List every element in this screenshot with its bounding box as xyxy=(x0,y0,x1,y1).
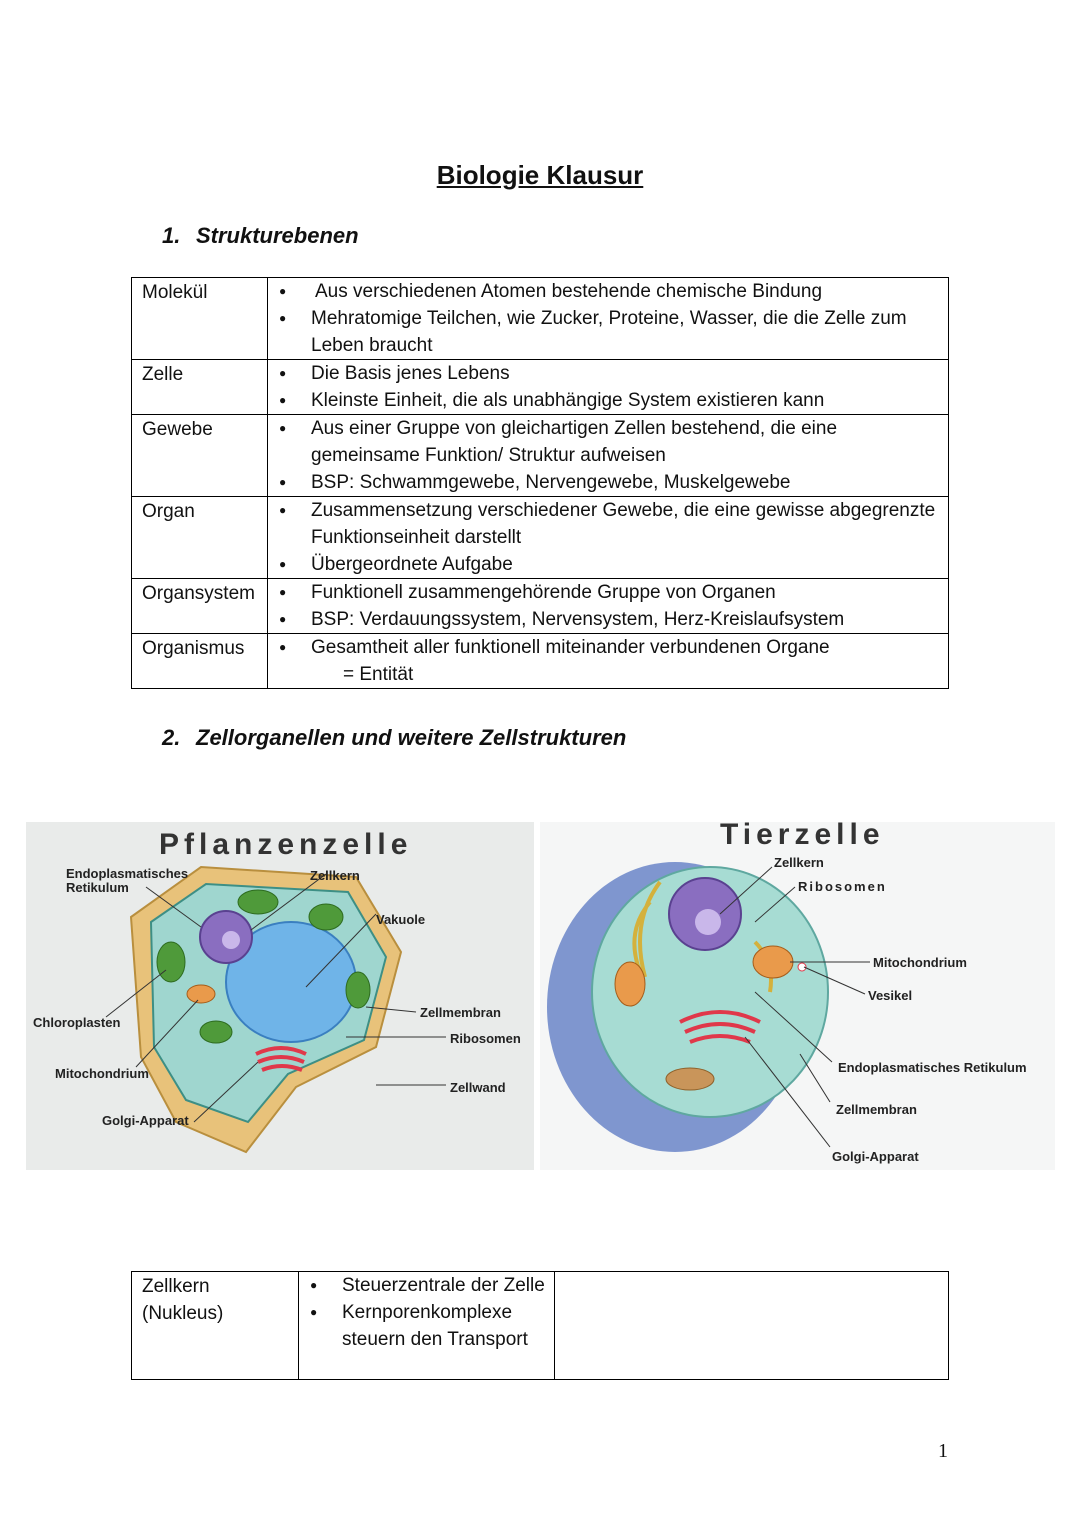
term-cell: Gewebe xyxy=(132,415,268,497)
animal-cell-illustration xyxy=(540,822,1055,1170)
plant-cell-figure xyxy=(26,822,534,1170)
label-golgi: Golgi-Apparat xyxy=(832,1149,919,1164)
animal-cell-title: Tierzelle xyxy=(720,818,885,851)
chloroplast xyxy=(157,942,185,982)
chloroplast xyxy=(346,972,370,1008)
mitochondrion xyxy=(187,985,215,1003)
mitochondrion xyxy=(753,946,793,978)
bullet-point: ● Gesamtheit aller funktionell miteinander verbundenen Organe xyxy=(311,634,948,661)
label-chloroplasts: Chloroplasten xyxy=(33,1015,121,1030)
bullet-point: ● Übergeordnete Aufgabe xyxy=(311,551,948,578)
section-number: 2. xyxy=(162,725,181,750)
empty-cell xyxy=(555,1272,949,1380)
label-nucleus: Zellkern xyxy=(774,855,824,870)
bullet-point: ● Kernporenkomplexe steuern den Transport xyxy=(342,1299,554,1353)
table-row xyxy=(132,579,949,634)
table-row xyxy=(132,634,949,689)
mitochondrion xyxy=(666,1068,714,1090)
bullet-point: ● Aus einer Gruppe von gleichartigen Zellen bestehend, die eine gemeinsame Funktion/ Struktur aufweisen xyxy=(311,415,948,469)
section-number: 1. xyxy=(162,223,181,248)
entity-note: = Entität xyxy=(343,664,414,685)
label-ribosomes: Ribosomen xyxy=(450,1031,521,1046)
table-row xyxy=(132,278,949,360)
definition-cell xyxy=(268,415,949,497)
label-golgi: Golgi-Apparat xyxy=(102,1113,189,1128)
term-cell: Zellkern (Nukleus) xyxy=(132,1272,299,1380)
chloroplast xyxy=(309,904,343,930)
bullet-point: ● Funktionell zusammengehörende Gruppe von Organen xyxy=(311,579,948,606)
label-membrane: Zellmembran xyxy=(420,1005,501,1020)
page-number: 1 xyxy=(938,1440,948,1462)
label-mitochondrion: Mitochondrium xyxy=(873,955,967,970)
definition-cell xyxy=(268,278,949,360)
animal-cell-figure xyxy=(540,818,1055,1170)
bullet-point: ● BSP: Verdauungssystem, Nervensystem, Herz-Kreislaufsystem xyxy=(311,606,948,633)
mitochondrion xyxy=(615,962,645,1006)
document-title: Biologie Klausur xyxy=(436,160,644,190)
section-title: Zellorganellen und weitere Zellstrukturen xyxy=(196,725,627,750)
label-er: Endoplasmatisches Retikulum xyxy=(66,866,189,895)
bullet-point: ● Steuerzentrale der Zelle xyxy=(342,1272,554,1299)
definition-cell xyxy=(268,497,949,579)
label-nucleus: Zellkern xyxy=(310,868,360,883)
term-cell: Organismus xyxy=(132,634,268,689)
definition-cell xyxy=(268,579,949,634)
definition-cell xyxy=(268,360,949,415)
bullet-point: ● Zusammensetzung verschiedener Gewebe, die eine gewisse abgegrenzte Funktionseinheit darstellt xyxy=(311,497,948,551)
bullet-point: ● Die Basis jenes Lebens xyxy=(311,360,948,387)
bullet-point: ● Mehratomige Teilchen, wie Zucker, Proteine, Wasser, die die Zelle zum Leben braucht xyxy=(311,305,948,359)
definition-cell xyxy=(299,1272,555,1380)
section-title: Strukturebenen xyxy=(196,223,359,248)
organelle-table xyxy=(131,1271,949,1380)
label-membrane: Zellmembran xyxy=(836,1102,917,1117)
nucleolus xyxy=(222,931,240,949)
bullet-point: ● Kleinste Einheit, die als unabhängige System existieren kann xyxy=(311,387,948,414)
table-row xyxy=(132,497,949,579)
label-vacuole: Vakuole xyxy=(376,912,426,927)
term-cell: Zelle xyxy=(132,360,268,415)
label-ribosomes: Ribosomen xyxy=(798,879,887,894)
bullet-point: ● BSP: Schwammgewebe, Nervengewebe, Muskelgewebe xyxy=(311,469,948,496)
chloroplast xyxy=(238,890,278,914)
section-heading-organelles xyxy=(162,725,626,751)
definition-cell xyxy=(268,634,949,689)
chloroplast xyxy=(200,1021,232,1043)
plant-cell-title: Pflanzenzelle xyxy=(159,828,413,861)
label-cell-wall: Zellwand xyxy=(450,1080,506,1095)
label-mitochondrion: Mitochondrium xyxy=(55,1066,149,1081)
label-vesicle: Vesikel xyxy=(868,988,913,1003)
term-cell: Organ xyxy=(132,497,268,579)
bullet-point: ● Aus verschiedenen Atomen bestehende chemische Bindung xyxy=(311,278,948,305)
term-cell: Molekül xyxy=(132,278,268,360)
nucleolus xyxy=(695,909,721,935)
term-cell: Organsystem xyxy=(132,579,268,634)
section-heading-structure-levels xyxy=(162,223,359,249)
label-er: Endoplasmatisches Retikulum xyxy=(838,1060,1027,1075)
structure-levels-table xyxy=(131,277,949,689)
table-row xyxy=(132,1272,949,1380)
table-row xyxy=(132,415,949,497)
table-row xyxy=(132,360,949,415)
